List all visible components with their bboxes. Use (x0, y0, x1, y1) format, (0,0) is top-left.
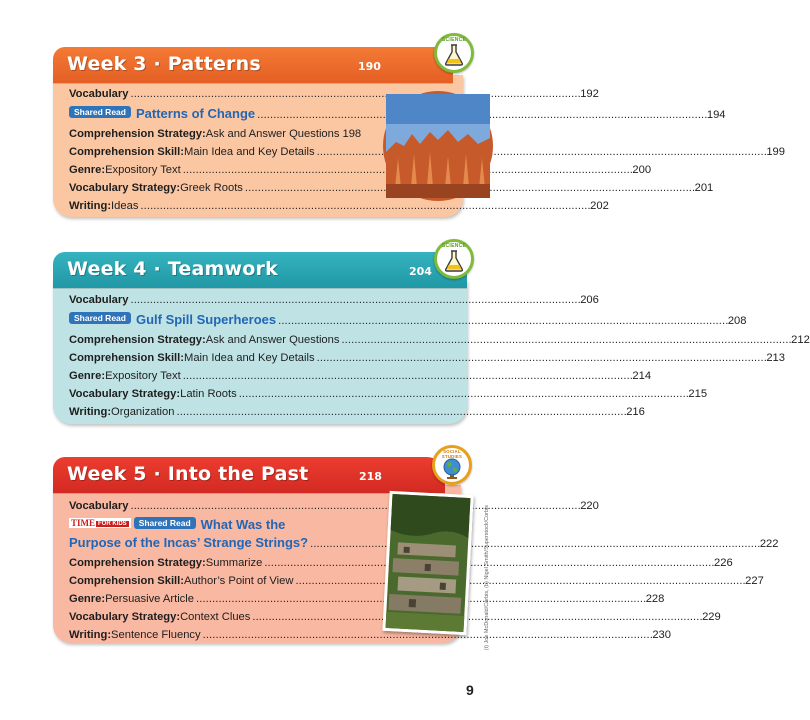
toc-page: 198 (342, 128, 362, 140)
week-5-page: 218 (359, 470, 382, 483)
photo-credit: (t) Joe McDonald/Corbis, (b) Nigel Smith/Superstock/Corbis (484, 505, 490, 651)
toc-page: 220 (580, 500, 599, 512)
ruins-illustration (386, 494, 471, 632)
inca-ruins-photo (382, 491, 473, 635)
toc-line[interactable] (69, 496, 599, 512)
toc-page: 199 (766, 146, 785, 158)
toc-label: Writing: (69, 406, 112, 418)
shared-read-title[interactable]: Patterns of Change (135, 106, 256, 121)
leader-dots (276, 315, 727, 327)
toc-line[interactable] (69, 571, 764, 587)
toc-page: 228 (645, 593, 665, 605)
flask-icon (444, 44, 464, 66)
badge-label: SOCIAL STUDIES (441, 449, 463, 459)
leader-dots (315, 352, 766, 364)
shared-read-line-2[interactable] (69, 532, 779, 550)
toc-line[interactable] (69, 124, 362, 140)
toc-page: 200 (632, 164, 652, 176)
toc-line[interactable] (69, 196, 609, 212)
toc-page: 212 (791, 334, 810, 346)
toc-line[interactable] (69, 330, 810, 346)
shared-read-title[interactable]: What Was the (200, 517, 286, 532)
canyon-photo (383, 91, 493, 201)
week-3-header (53, 47, 453, 83)
toc-text: Greek Roots (180, 182, 243, 194)
toc-text: Context Clues (180, 611, 251, 623)
toc-label: Comprehension Skill: (69, 575, 184, 587)
shared-read-line[interactable] (69, 514, 360, 532)
toc-label: Comprehension Strategy: (69, 128, 206, 140)
toc-page: 194 (706, 109, 726, 121)
toc-line[interactable] (69, 402, 645, 418)
toc-label: Vocabulary (69, 88, 129, 100)
toc-line[interactable] (69, 84, 599, 100)
shared-read-title[interactable]: Gulf Spill Superheroes (135, 312, 277, 327)
shared-read-line[interactable] (69, 309, 747, 327)
week-4-card (53, 243, 810, 424)
week-3-page: 190 (358, 60, 381, 73)
toc-text: Ask and Answer Questions (205, 334, 340, 346)
shared-read-line[interactable] (69, 103, 726, 121)
leader-dots (128, 294, 579, 306)
toc-page: 206 (580, 294, 599, 306)
canyon-illustration (386, 94, 490, 198)
toc-line[interactable] (69, 348, 785, 364)
toc-text: Expository Text (105, 164, 181, 176)
toc-label: Genre: (69, 370, 106, 382)
week-5-header (53, 457, 445, 493)
toc-text: Expository Text (105, 370, 181, 382)
toc-line[interactable] (69, 178, 714, 194)
leader-dots (339, 334, 790, 346)
toc-text: Main Idea and Key Details (184, 352, 315, 364)
toc-page: 215 (688, 388, 708, 400)
toc-page: 229 (702, 611, 721, 623)
toc-text: Sentence Fluency (111, 629, 201, 641)
social-studies-badge (432, 445, 472, 485)
page-number: 9 (466, 682, 474, 698)
leader-dots (174, 406, 625, 418)
toc-text: Latin Roots (180, 388, 237, 400)
toc-line[interactable] (69, 366, 652, 382)
toc-page: 226 (714, 557, 733, 569)
leader-dots (308, 538, 759, 550)
toc-label: Vocabulary (69, 294, 129, 306)
toc-label: Writing: (69, 200, 112, 212)
shared-read-title-2[interactable]: Purpose of the Incas’ Strange Strings? (69, 535, 309, 550)
toc-page: 213 (766, 352, 785, 364)
flask-icon (444, 250, 464, 272)
toc-text: Main Idea and Key Details (184, 146, 315, 158)
week-4-header (53, 252, 467, 288)
toc-label: Genre: (69, 593, 106, 605)
toc-label: Vocabulary Strategy: (69, 611, 181, 623)
leader-dots (293, 575, 744, 587)
toc-text: Ideas (111, 200, 139, 212)
toc-line[interactable] (69, 160, 652, 176)
toc-text: Summarize (205, 557, 263, 569)
time-for-kids-logo: TIME FOR KIDS (69, 518, 131, 528)
toc-line[interactable] (69, 625, 671, 641)
shared-read-tag: Shared Read (134, 517, 196, 529)
leader-dots (237, 388, 688, 400)
leader-dots (250, 611, 701, 623)
leader-dots (128, 500, 579, 512)
toc-page: 222 (759, 538, 779, 550)
toc-label: Vocabulary (69, 500, 129, 512)
science-badge (434, 33, 474, 73)
leader-dots (138, 200, 589, 212)
toc-line[interactable] (69, 607, 721, 623)
toc-text: Persuasive Article (105, 593, 194, 605)
toc-line[interactable] (69, 290, 599, 306)
globe-icon (441, 457, 463, 479)
toc-page: 230 (652, 629, 671, 641)
week-4-title: Week 4 · Teamwork (67, 258, 278, 280)
toc-page: 227 (745, 575, 764, 587)
toc-text: Author’s Point of View (184, 575, 294, 587)
shared-read-tag: Shared Read (69, 312, 131, 324)
toc-page: 192 (580, 88, 599, 100)
toc-page: 216 (626, 406, 645, 418)
science-badge (434, 239, 474, 279)
toc-line[interactable] (69, 142, 785, 158)
toc-page: 202 (590, 200, 609, 212)
toc-label: Comprehension Skill: (69, 352, 184, 364)
leader-dots (128, 88, 579, 100)
toc-page: 201 (694, 182, 714, 194)
toc-page: 214 (632, 370, 652, 382)
leader-dots (181, 370, 632, 382)
toc-line[interactable] (69, 384, 708, 400)
toc-label: Writing: (69, 629, 112, 641)
week-4-page: 204 (409, 265, 432, 278)
toc-text: Ask and Answer Questions (205, 128, 340, 140)
toc-label: Vocabulary Strategy: (69, 182, 181, 194)
badge-label: SCIENCE (441, 243, 467, 249)
toc-label: Comprehension Skill: (69, 146, 184, 158)
toc-label: Comprehension Strategy: (69, 334, 206, 346)
week-3-title: Week 3 · Patterns (67, 53, 261, 75)
toc-label: Comprehension Strategy: (69, 557, 206, 569)
week-3-card (53, 37, 785, 217)
toc-page: 208 (727, 315, 747, 327)
toc-line[interactable] (69, 553, 733, 569)
toc-line[interactable] (69, 589, 665, 605)
toc-text: Organization (111, 406, 175, 418)
badge-label: SCIENCE (441, 37, 467, 43)
toc-label: Genre: (69, 164, 106, 176)
week-5-title: Week 5 · Into the Past (67, 463, 309, 485)
toc-label: Vocabulary Strategy: (69, 388, 181, 400)
shared-read-tag: Shared Read (69, 106, 131, 118)
